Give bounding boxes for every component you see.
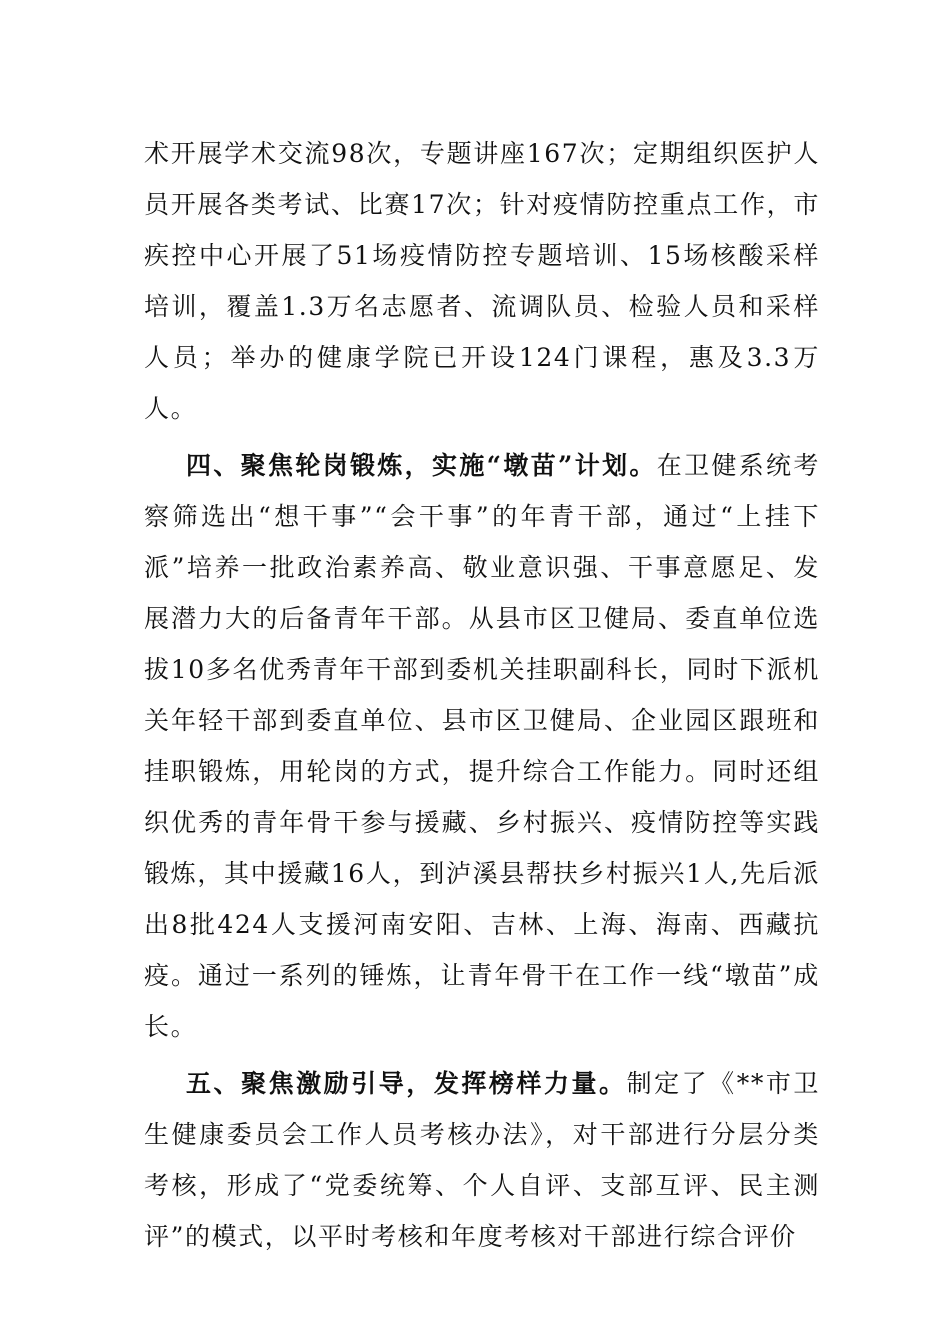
paragraph-section-four xyxy=(144,440,820,1052)
paragraph-text: 术开展学术交流98次，专题讲座167次；定期组织医护人员开展各类考试、比赛17次；针对疫情防控重点工作，市疾控中心开展了51场疫情防控专题培训、15场核酸采样培训，覆盖1.3万名志愿者、流调队员、检验人员和采样人员；举办的健康学院已开设124门课程，惠及3.3万人。 xyxy=(144,139,820,423)
paragraph-text: 在卫健系统考察筛选出“想干事”“会干事”的年青干部，通过“上挂下派”培养一批政治素养高、敬业意识强、干事意愿足、发展潜力大的后备青年干部。从县市区卫健局、委直单位选拔10多名优秀青年干部到委机关挂职副科长，同时下派机关年轻干部到委直单位、县市区卫健局、企业园区跟班和挂职锻炼，用轮岗的方式，提升综合工作能力。同时还组织优秀的青年骨干参与援藏、乡村振兴、疫情防控等实践锻炼，其中援藏16人，到泸溪县帮扶乡村振兴1人,先后派出8批424人支援河南安阳、吉林、上海、海南、西藏抗疫。通过一系列的锤炼，让青年骨干在工作一线“墩苗”成长。 xyxy=(144,451,820,1041)
paragraph-continued xyxy=(144,128,820,434)
paragraph-section-five xyxy=(144,1058,820,1262)
paragraph-text: 制定了《**市卫生健康委员会工作人员考核办法》，对干部进行分层分类考核，形成了“党委统筹、个人自评、支部互评、民主测评”的模式，以平时考核和年度考核对干部进行综合评价 xyxy=(144,1069,820,1251)
document-body xyxy=(144,128,820,1262)
section-five-heading: 五、聚焦激励引导，发挥榜样力量。 xyxy=(186,1069,627,1098)
section-four-heading: 四、聚焦轮岗锻炼，实施“墩苗”计划。 xyxy=(186,451,657,480)
